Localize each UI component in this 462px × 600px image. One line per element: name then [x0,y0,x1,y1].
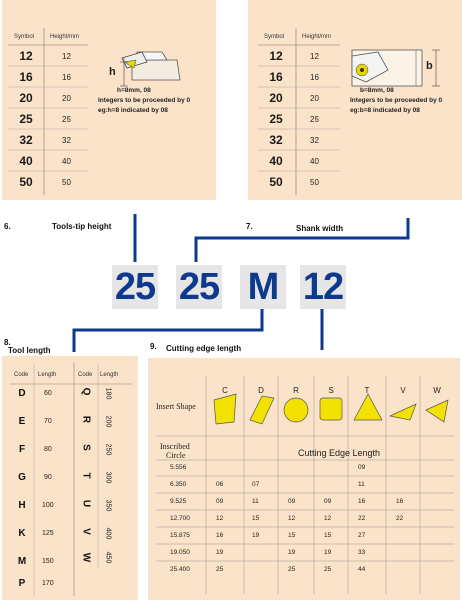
len-S: 250 [104,443,112,456]
callout-9-number: 9. [150,342,157,351]
tool-holder-side-drawing [120,52,180,86]
code-M: M [17,556,27,567]
height-note-1: h=8mm, 08 [117,87,151,94]
len-R: 200 [104,415,112,428]
shape-s-label: S [328,386,334,395]
callout-8-label: Tool length [8,346,51,355]
symbol-25: 25 [19,112,33,126]
len-E: 70 [44,418,52,425]
symbol-12: 12 [269,49,283,63]
height-12: 12 [62,52,71,61]
inscribed-circle-value: 12.700 [170,515,190,522]
width-note-1: b=8mm, 08 [360,87,394,94]
inscribed-label-2: Circle [166,451,186,460]
cutting-edge-value: 19 [288,549,296,556]
code-header-1: Code [14,372,29,378]
symbol-20: 20 [269,91,283,105]
cutting-edge-value: 09 [324,498,332,505]
cutting-edge-value: 19 [324,549,332,556]
symbol-header: Symbol [14,34,35,40]
len-T: 300 [104,471,112,484]
callout-9-label: Cutting edge length [166,344,242,353]
symbol-32: 32 [19,133,33,147]
len-M: 150 [42,558,54,565]
inscribed-circle-value: 9.525 [170,498,187,505]
inscribed-circle-value: 19.050 [170,549,190,556]
shape-s-insert [320,398,342,420]
dimension-h-label: h [109,66,116,78]
width-16: 16 [310,73,319,82]
code-box-tool-length: M [240,265,286,309]
shape-v-label: V [400,386,406,395]
cutting-edge-value: 15 [324,532,332,539]
code-box-cutting-edge: 12 [300,265,346,309]
code-S: S [80,444,92,451]
code-F: F [18,444,26,455]
len-W: 450 [104,551,112,564]
height-50: 50 [62,178,71,187]
cutting-edge-value: 12 [324,515,332,522]
len-K: 125 [42,530,54,537]
shape-r-label: R [293,386,299,395]
height-note-2: Integers to be proceeded by 0 [98,97,191,104]
length-header-1: Length [38,372,57,378]
cutting-edge-value: 09 [358,464,366,471]
code-D: D [18,388,26,399]
height-header: Height/mm [50,34,80,40]
cutting-edge-value: 33 [358,549,366,556]
cutting-edge-value: 44 [358,566,366,573]
shank-width-panel [248,0,462,200]
cutting-edge-value: 25 [216,566,224,573]
shape-d-insert [250,396,274,424]
cutting-edge-value: 22 [358,515,366,522]
width-32: 32 [310,136,319,145]
symbol-50: 50 [269,175,283,189]
width-25: 25 [310,115,319,124]
code-W: W [80,552,92,563]
callout-7-number: 7. [246,222,253,231]
inscribed-circle-value: 25.400 [170,566,190,573]
height-25: 25 [62,115,71,124]
width-note-2: Integers to be proceeded by 0 [350,97,443,104]
len-F: 80 [44,446,52,453]
cutting-edge-value: 09 [216,498,224,505]
code-H: H [18,500,26,511]
code-box-tool-tip-height: 25 [112,265,158,309]
height-note-3: eg:h=8 indicated by 08 [98,107,168,114]
cutting-edge-value: 15 [288,532,296,539]
len-G: 90 [44,474,52,481]
tool-length-panel [2,356,138,600]
len-P: 170 [42,580,54,587]
shape-r-insert [284,398,308,422]
width-header: Height/mm [302,34,332,40]
symbol-40: 40 [269,154,283,168]
length-header-2: Length [100,372,119,378]
callout-8-number: 8. [4,338,11,347]
insert-shapes [214,394,448,424]
width-12: 12 [310,52,319,61]
cutting-edge-value: 19 [216,549,224,556]
symbol-32: 32 [269,133,283,147]
width-note-3: eg:b=8 indicated by 08 [350,107,420,114]
cutting-edge-value: 16 [216,532,224,539]
shape-w-label: W [433,386,441,395]
cutting-edge-value: 27 [358,532,366,539]
symbol-16: 16 [19,70,33,84]
cutting-edge-value: 12 [288,515,296,522]
code-K: K [18,528,26,539]
height-16: 16 [62,73,71,82]
code-G: G [18,472,26,483]
inscribed-circle-value: 5.556 [170,464,187,471]
code-P: P [18,578,26,589]
cutting-edge-panel [148,358,460,600]
cutting-edge-value: 09 [288,498,296,505]
shape-c-label: C [222,386,228,395]
symbol-50: 50 [19,175,33,189]
shape-v-insert [390,404,416,420]
shape-t-label: T [364,386,370,395]
inscribed-label-1: Inscribed [160,442,190,451]
callout-6-number: 6. [4,222,11,231]
shape-t-insert [354,394,382,420]
height-20: 20 [62,94,71,103]
len-H: 100 [42,502,54,509]
width-50: 50 [310,178,319,187]
symbol-12: 12 [19,49,33,63]
callout-7-label: Shank width [296,224,344,233]
cutting-edge-value: 07 [252,481,260,488]
callout-6-label: Tools-tip height [52,222,112,231]
cutting-edge-value: 12 [216,515,224,522]
symbol-header: Symbol [264,34,285,40]
shape-w-insert [426,400,448,422]
cutting-edge-value: 16 [358,498,366,505]
code-E: E [18,416,26,427]
inscribed-circle-value: 15.875 [170,532,190,539]
code-V: V [80,528,92,535]
dimension-b-label: b [426,60,433,72]
len-Q: 180 [104,387,112,400]
cutting-edge-value: 22 [396,515,404,522]
shape-c-insert [214,394,236,424]
shape-d-label: D [258,386,264,395]
symbol-25: 25 [269,112,283,126]
cutting-edge-value: 15 [252,515,260,522]
len-U: 350 [104,499,112,512]
cutting-edge-value: 16 [396,498,404,505]
code-Q: Q [80,387,92,396]
cutting-edge-value: 06 [216,481,224,488]
cutting-edge-value: 11 [252,498,259,505]
height-40: 40 [62,157,71,166]
len-V: 400 [104,527,112,540]
symbol-40: 40 [19,154,33,168]
symbol-20: 20 [19,91,33,105]
insert-shape-label: Insert Shape [156,402,196,411]
code-box-shank-width: 25 [176,265,222,309]
cutting-edge-length-label: Cutting Edge Length [298,448,381,458]
cutting-edge-value: 25 [288,566,296,573]
height-32: 32 [62,136,71,145]
width-40: 40 [310,157,319,166]
cutting-edge-value: 25 [324,566,332,573]
len-D: 60 [44,390,52,397]
tool-tip-height-panel [2,0,216,200]
code-T: T [80,472,92,479]
symbol-16: 16 [269,70,283,84]
code-header-2: Code [78,372,93,378]
width-20: 20 [310,94,319,103]
code-R: R [80,415,92,424]
inscribed-circle-value: 6.350 [170,481,187,488]
cutting-edge-value: 19 [252,532,260,539]
code-U: U [80,499,92,508]
cutting-edge-value: 11 [358,481,365,488]
